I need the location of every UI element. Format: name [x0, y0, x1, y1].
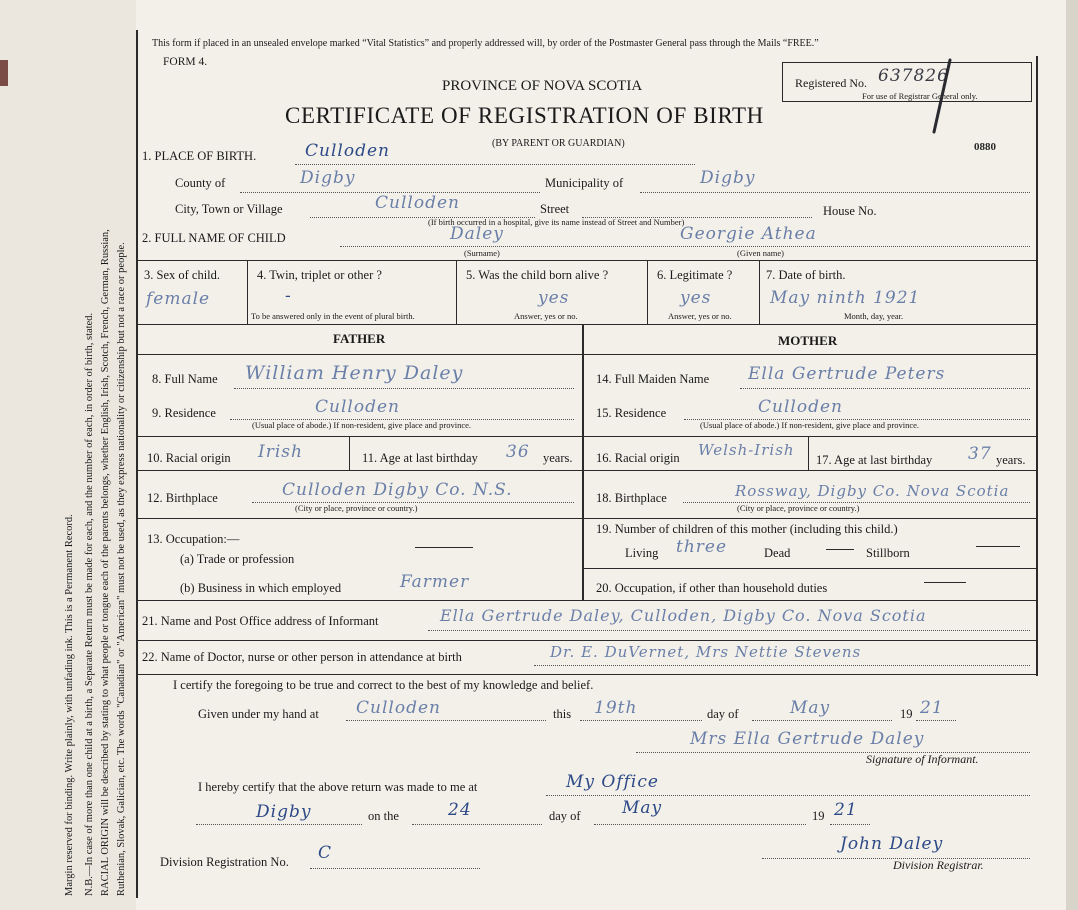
mother-div-1: [583, 436, 1036, 437]
province-heading: PROVINCE OF NOVA SCOTIA: [442, 78, 643, 94]
alive-label: 5. Was the child born alive ?: [466, 268, 609, 282]
child-given-name-value: Georgie Athea: [680, 224, 817, 244]
given-day-value: 19th: [594, 698, 638, 718]
form-number: FORM 4.: [163, 56, 208, 68]
this-label: this: [553, 707, 572, 721]
col-div-3: [647, 260, 648, 324]
registrar-place-line: [546, 795, 1030, 796]
father-div-2: [138, 470, 582, 471]
division-reg-no-value: C: [318, 843, 333, 863]
alive-value: yes: [538, 288, 570, 308]
house-no-label: House No.: [823, 204, 877, 218]
stamp-number: 0880: [974, 141, 996, 153]
col-div-4: [759, 260, 760, 324]
registered-number: 637826: [878, 66, 949, 86]
father-residence-label: 9. Residence: [152, 406, 216, 420]
right-border: [1036, 56, 1038, 676]
row-divider-5: [138, 640, 1036, 641]
registrar-month-line: [594, 824, 806, 825]
doctor-label: 22. Name of Doctor, nurse or other person in attendance at birth: [142, 650, 462, 664]
on-the-label: on the: [368, 809, 399, 823]
pen-stroke: [920, 56, 960, 136]
row-divider-3: [138, 354, 1036, 355]
place-of-birth-value: Culloden: [305, 141, 390, 161]
city-value: Culloden: [375, 193, 460, 213]
mother-residence-note: (Usual place of abode.) If non-resident, give place and province.: [700, 420, 920, 430]
child-name-label: 2. FULL NAME OF CHILD: [142, 231, 286, 245]
father-name-value: William Henry Daley: [245, 362, 464, 384]
father-birthplace-note: (City or place, province or country.): [295, 503, 418, 513]
city-label: City, Town or Village: [175, 202, 283, 216]
mother-birthplace-note: (City or place, province or country.): [737, 503, 860, 513]
registrar-town-line: [196, 824, 362, 825]
mother-residence-label: 15. Residence: [596, 406, 667, 420]
mother-age-label: 17. Age at last birthday: [816, 453, 933, 467]
mother-name-label: 14. Full Maiden Name: [596, 372, 710, 386]
mother-div-2: [583, 470, 1036, 471]
mother-div-4: [583, 568, 1036, 569]
twin-note: To be answered only in the event of plural birth.: [251, 311, 415, 321]
place-line: [295, 164, 695, 165]
mother-dead-label: Dead: [764, 546, 791, 560]
father-name-line: [234, 388, 574, 389]
mother-stillborn-dash: [976, 546, 1020, 547]
mother-name-value: Ella Gertrude Peters: [748, 364, 946, 384]
county-label: County of: [175, 176, 226, 190]
father-name-label: 8. Full Name: [152, 372, 218, 386]
row-divider-6: [138, 674, 1036, 675]
parents-divider: [582, 324, 584, 600]
twin-value: -: [285, 286, 292, 306]
father-age-value: 36: [506, 442, 530, 462]
mother-living-value: three: [676, 537, 728, 557]
mother-residence-value: Culloden: [758, 397, 843, 417]
given-month-value: May: [790, 698, 831, 718]
given-year-line: [916, 720, 956, 721]
doctor-line: [534, 665, 1030, 666]
municipality-value: Digby: [700, 168, 756, 188]
sex-value: female: [146, 289, 211, 309]
date-of-birth-label: 7. Date of birth.: [766, 268, 846, 282]
mother-birthplace-label: 18. Birthplace: [596, 491, 667, 505]
given-year-value: 21: [920, 698, 944, 718]
mother-racial-label: 16. Racial origin: [596, 451, 680, 465]
page-edge: [1066, 0, 1078, 910]
registrar-statement: I hereby certify that the above return was made to me at: [198, 780, 478, 794]
given-month-line: [752, 720, 892, 721]
registrar-signature: John Daley: [840, 834, 944, 854]
father-birthplace-value: Culloden Digby Co. N.S.: [282, 480, 513, 500]
col-div-1: [247, 260, 248, 324]
day-of-label: day of: [707, 707, 739, 721]
given-year-prefix: 19: [900, 707, 913, 721]
page-subtitle: (BY PARENT OR GUARDIAN): [492, 138, 625, 149]
place-of-birth-label: 1. PLACE OF BIRTH.: [142, 149, 257, 163]
child-surname-value: Daley: [450, 224, 504, 244]
informant-label: 21. Name and Post Office address of Informant: [142, 614, 379, 628]
father-years-label: years.: [543, 451, 573, 465]
alive-note: Answer, yes or no.: [514, 311, 578, 321]
mother-age-value: 37: [968, 444, 992, 464]
division-reg-no-label: Division Registration No.: [160, 855, 289, 869]
date-of-birth-note: Month, day, year.: [844, 311, 904, 321]
registrar-use-note: For use of Registrar General only.: [862, 91, 978, 101]
mother-racial-value: Welsh-Irish: [698, 441, 795, 459]
registrar-year-line: [830, 824, 870, 825]
registrar-day-of-label: day of: [549, 809, 581, 823]
given-under-label: Given under my hand at: [198, 707, 319, 721]
father-heading: FATHER: [333, 331, 386, 346]
child-name-line: [340, 246, 1030, 247]
father-div-3: [138, 518, 582, 519]
registered-label: Registered No.: [795, 76, 867, 90]
municipality-label: Municipality of: [545, 176, 624, 190]
col-div-2: [456, 260, 457, 324]
sex-label: 3. Sex of child.: [144, 268, 221, 282]
legitimate-note: Answer, yes or no.: [668, 311, 732, 321]
row-divider-2: [138, 324, 1036, 325]
given-place-line: [346, 720, 546, 721]
division-reg-no-line: [310, 868, 480, 869]
twin-label: 4. Twin, triplet or other ?: [257, 268, 382, 282]
father-age-divider: [349, 436, 350, 470]
given-day-line: [580, 720, 702, 721]
mother-occupation-label: 20. Occupation, if other than household duties: [596, 581, 828, 595]
municipality-line: [640, 192, 1030, 193]
given-place-value: Culloden: [356, 698, 441, 718]
informant-signature: Mrs Ella Gertrude Daley: [690, 729, 925, 749]
mother-occupation-dash: [924, 582, 966, 583]
mail-note: This form if placed in an unsealed envelope marked “Vital Statistics” and properly addressed will, by order of the Postmaster General pass through the Mails “FREE.”: [152, 38, 819, 49]
mother-stillborn-label: Stillborn: [866, 546, 910, 560]
doctor-value: Dr. E. DuVernet, Mrs Nettie Stevens: [550, 643, 862, 661]
informant-value: Ella Gertrude Daley, Culloden, Digby Co. Nova Scotia: [440, 606, 927, 625]
legitimate-label: 6. Legitimate ?: [657, 268, 733, 282]
mother-children-label: 19. Number of children of this mother (including this child.): [596, 522, 898, 536]
father-div-1: [138, 436, 582, 437]
father-business-label: (b) Business in which employed: [180, 581, 342, 595]
hospital-note: (If birth occurred in a hospital, give its name instead of Street and Number): [428, 217, 685, 227]
nb-note-3: Ruthenian, Slovak, Galician, etc. The words "Canadian" or "American" must not be used, as they express nationality or citizenship but not a race or people.: [116, 242, 127, 896]
page-title: CERTIFICATE OF REGISTRATION OF BIRTH: [285, 103, 764, 128]
binding-note: Margin reserved for binding. Write plainly, with unfading ink. This is a Permanent Record.: [64, 514, 75, 896]
mother-living-label: Living: [625, 546, 659, 560]
registrar-signature-caption: Division Registrar.: [893, 858, 984, 872]
mother-dead-dash: [826, 549, 854, 550]
left-border: [136, 30, 138, 898]
mother-name-line: [740, 388, 1030, 389]
legitimate-value: yes: [680, 288, 712, 308]
registrar-month-value: May: [622, 798, 663, 818]
binding-mark: [0, 60, 8, 86]
father-residence-note: (Usual place of abode.) If non-resident, give place and province.: [252, 420, 472, 430]
street-label: Street: [540, 202, 570, 216]
mother-div-3: [583, 518, 1036, 519]
informant-signature-caption: Signature of Informant.: [866, 752, 979, 766]
registrar-day-line: [412, 824, 542, 825]
registrar-place-value: My Office: [566, 772, 659, 792]
father-trade-dash: [415, 547, 473, 548]
mother-birthplace-value: Rossway, Digby Co. Nova Scotia: [735, 482, 1010, 500]
registrar-town-value: Digby: [256, 802, 312, 822]
date-of-birth-value: May ninth 1921: [770, 288, 921, 308]
father-age-label: 11. Age at last birthday: [362, 451, 478, 465]
given-name-caption: (Given name): [737, 248, 784, 258]
registrar-year-value: 21: [834, 800, 858, 820]
father-trade-label: (a) Trade or profession: [180, 552, 295, 566]
father-business-value: Farmer: [400, 572, 470, 592]
row-divider-4: [138, 600, 1036, 601]
informant-line: [428, 630, 1030, 631]
registrar-year-prefix: 19: [812, 809, 825, 823]
mother-heading: MOTHER: [778, 333, 838, 348]
father-racial-label: 10. Racial origin: [147, 451, 231, 465]
row-divider-1: [138, 260, 1036, 261]
father-occupation-label: 13. Occupation:—: [147, 532, 240, 546]
father-birthplace-label: 12. Birthplace: [147, 491, 218, 505]
registrar-day-value: 24: [448, 800, 472, 820]
mother-years-label: years.: [996, 453, 1026, 467]
county-value: Digby: [300, 168, 356, 188]
nb-note-1: N.B.—In case of more than one child at a birth, a Separate Return must be made for each, and the number of each, in order of birth, stated.: [84, 312, 95, 896]
father-residence-value: Culloden: [315, 397, 400, 417]
mother-age-divider: [808, 436, 809, 470]
certify-statement: I certify the foregoing to be true and correct to the best of my knowledge and belief.: [173, 678, 594, 692]
nb-note-2: RACIAL ORIGIN will be described by stating to what people or tongue each of the parents belongs, whether English, Irish, Scotch, French, German, Russian,: [100, 229, 111, 896]
father-racial-value: Irish: [258, 442, 303, 462]
surname-caption: (Surname): [464, 248, 500, 258]
